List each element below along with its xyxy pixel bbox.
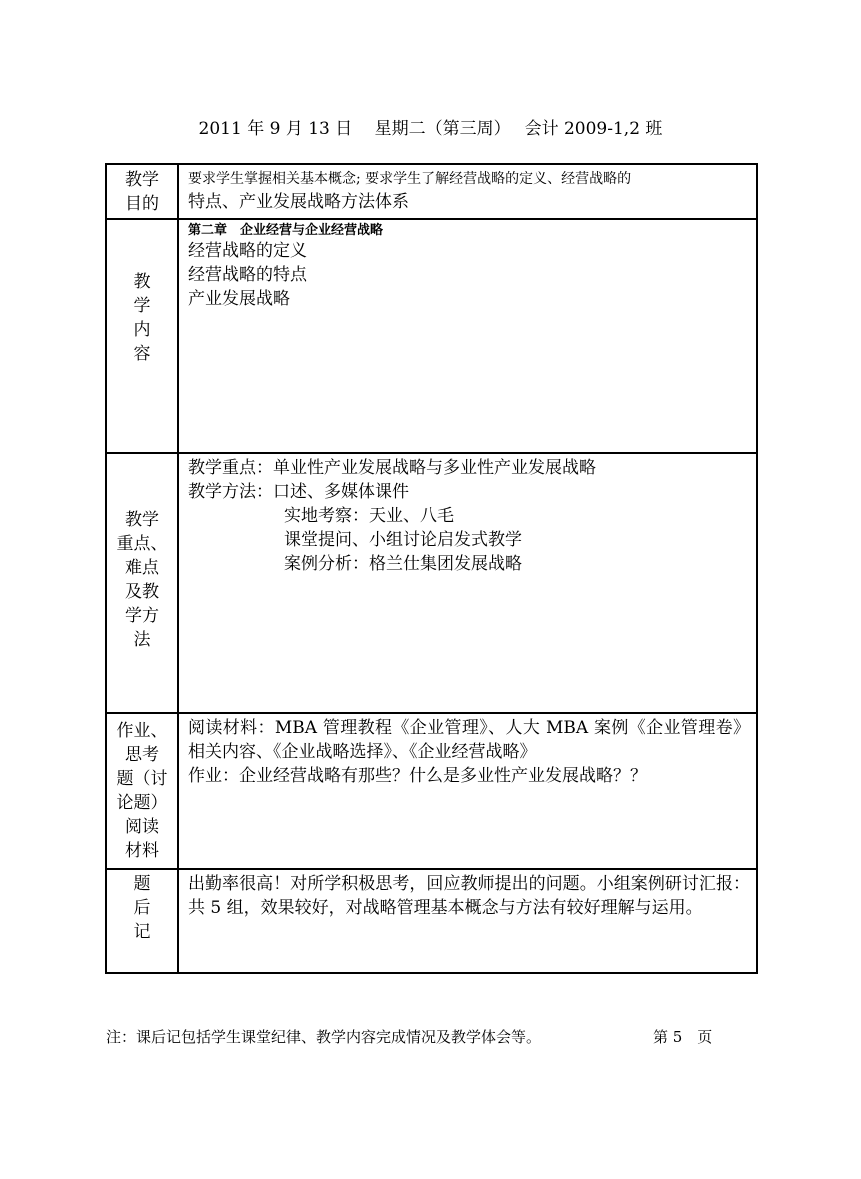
content-item: 经营战略的定义 (188, 241, 307, 261)
key-point: 教学重点：单业性产业发展战略与多业性产业发展战略 (188, 458, 596, 478)
footer-note: 注：课后记包括学生课堂纪律、教学内容完成情况及教学体会等。 (106, 1028, 542, 1046)
method-item: 实地考察：天业、八毛 (284, 506, 454, 526)
homework-cell (178, 713, 757, 869)
method-item: 课堂提问、小组讨论启发式教学 (284, 530, 522, 550)
content-item: 产业发展战略 (188, 289, 290, 309)
page-number: 第 5 页 (653, 1028, 713, 1046)
methods-row (106, 453, 757, 713)
objective-content (178, 164, 757, 219)
content-item: 经营战略的特点 (188, 265, 307, 285)
methods-cell (178, 453, 757, 713)
objective-line-2: 特点、产业发展战略方法体系 (188, 192, 409, 212)
postscript-label: 题 后 记 (106, 869, 178, 973)
objective-row (106, 164, 757, 219)
lesson-plan-table (105, 163, 758, 974)
content-row (106, 219, 757, 453)
chapter-title: 第二章 企业经营与企业经营战略 (188, 223, 384, 238)
postscript-row (106, 869, 757, 973)
postscript-cell (178, 869, 757, 973)
document-header: 2011 年 9 月 13 日 星期二（第三周） 会计 2009-1,2 班 (198, 119, 663, 139)
postscript-text: 出勤率很高！对所学积极思考，回应教师提出的问题。小组案例研讨汇报：共 5 组，效果较好，对战略管理基本概念与方法有较好理解与运用。 (188, 874, 750, 918)
methods-label: 教学 重点、 难点 及教 学方 法 (106, 453, 178, 713)
homework-row (106, 713, 757, 869)
assignment: 作业：企业经营战略有那些？什么是多业性产业发展战略？？ (188, 766, 647, 786)
method-intro: 教学方法：口述、多媒体课件 (188, 482, 409, 502)
method-item: 案例分析：格兰仕集团发展战略 (284, 554, 522, 574)
reading-materials: 阅读材料：MBA 管理教程《企业管理》、人大 MBA 案例《企业管理卷》相关内容、《企业战略选择》、《企业经营战略》 (188, 718, 750, 762)
objective-line-1: 要求学生掌握相关基本概念; 要求学生了解经营战略的定义、经营战略的 (188, 171, 632, 187)
objective-label: 教学 目的 (106, 164, 178, 219)
content-label: 教 学 内 容 (106, 219, 178, 453)
content-cell (178, 219, 757, 453)
homework-label: 作业、 思考 题（讨 论题） 阅读 材料 (106, 713, 178, 869)
